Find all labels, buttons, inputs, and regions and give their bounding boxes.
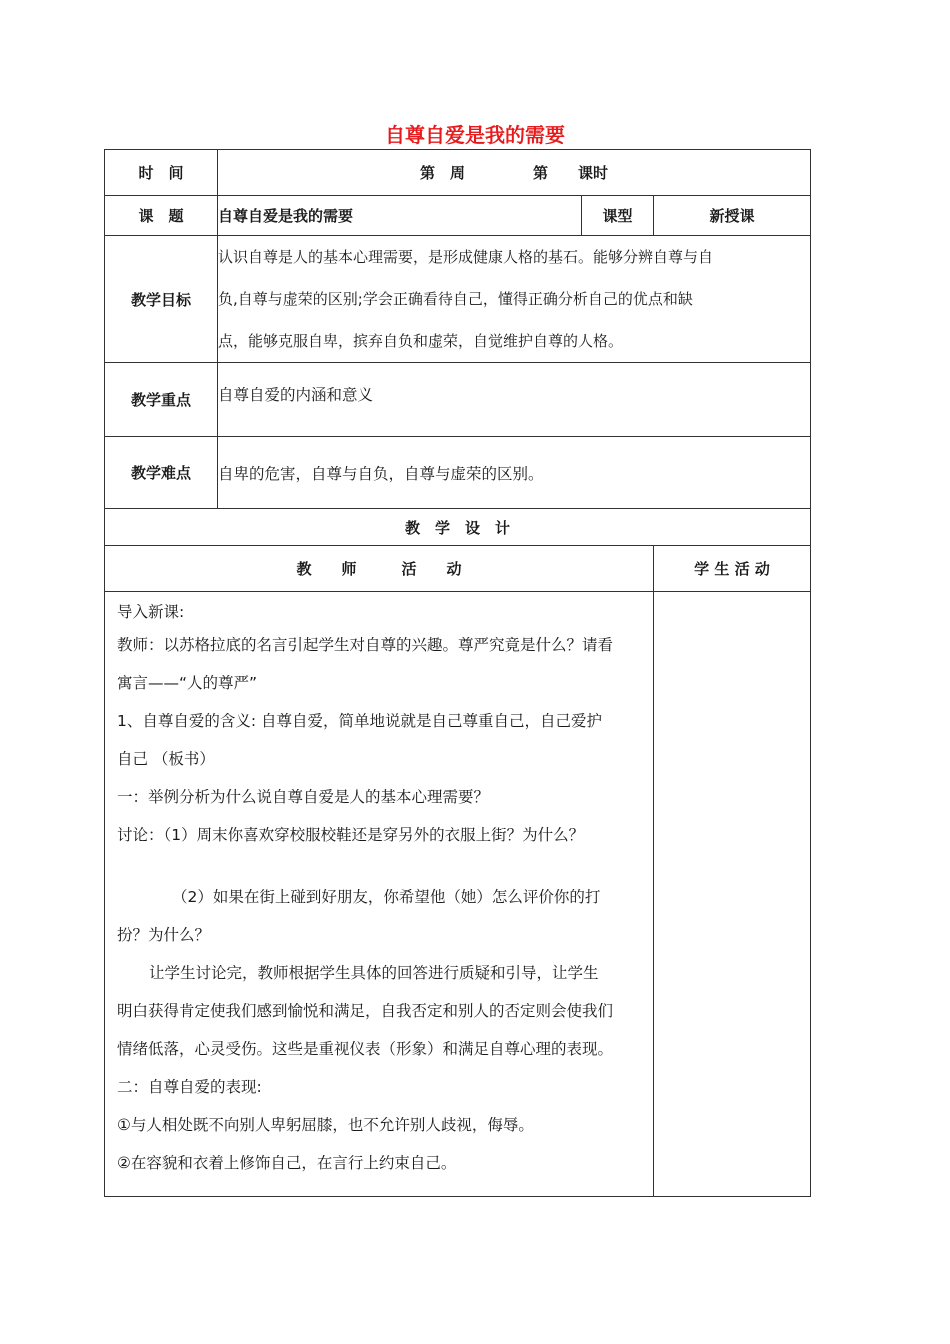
activity-line: 寓言——“人的尊严”: [117, 674, 258, 692]
topic-label: 课 题: [105, 196, 218, 236]
activity-line: 明白获得肯定使我们感到愉悦和满足，自我否定和别人的否定则会使我们: [117, 1002, 614, 1020]
goal-line: 认识自尊是人的基本心理需要，是形成健康人格的基石。能够分辨自尊与自: [218, 248, 714, 266]
activity-line: 情绪低落，心灵受伤。这些是重视仪表（形象）和满足自尊心理的表现。: [117, 1040, 614, 1058]
key-point-label: 教学重点: [105, 363, 218, 437]
activity-line: 一：举例分析为什么说自尊自爱是人的基本心理需要？: [117, 788, 490, 806]
goal-content: [218, 236, 811, 363]
activity-line: 二：自尊自爱的表现:: [117, 1078, 262, 1096]
activity-line: 让学生讨论完，教师根据学生具体的回答进行质疑和引导，让学生: [149, 964, 599, 982]
key-point-row: [105, 363, 811, 437]
goal-label: 教学目标: [105, 236, 218, 363]
time-label: 时 间: [105, 150, 218, 196]
activity-line: ②在容貌和衣着上修饰自己，在言行上约束自己。: [117, 1154, 457, 1172]
document-title: 自尊自爱是我的需要: [385, 123, 565, 147]
design-header-row: [105, 509, 811, 546]
time-value: [218, 150, 811, 196]
lesson-label: 第 课时: [533, 164, 609, 182]
difficulty-label: 教学难点: [105, 437, 218, 509]
teacher-activity-content: [105, 592, 654, 1197]
activity-body-row: [105, 592, 811, 1197]
topic-value: 自尊自爱是我的需要: [218, 196, 582, 236]
week-label: 第 周: [420, 164, 466, 182]
teacher-activity-header: 教 师 活 动: [105, 546, 654, 592]
goal-line: 负,自尊与虚荣的区别;学会正确看待自己，懂得正确分析自己的优点和缺: [218, 290, 693, 308]
student-activity-header: 学 生 活 动: [654, 546, 811, 592]
activity-line: 自己 （板书）: [117, 750, 215, 768]
activity-line: ①与人相处既不向别人卑躬屈膝，也不允许别人歧视，侮辱。: [117, 1116, 534, 1134]
activity-line: 1、自尊自爱的含义: 自尊自爱，简单地说就是自己尊重自己，自己爱护: [117, 712, 603, 730]
activity-line: 导入新课:: [117, 603, 185, 621]
activity-header-row: [105, 546, 811, 592]
design-header: 教 学 设 计: [105, 509, 811, 546]
activity-line: （2）如果在街上碰到好朋友，你希望他（她）怎么评价你的打: [172, 888, 601, 906]
activity-line: 扮？为什么？: [117, 926, 211, 944]
topic-row: [105, 196, 811, 236]
activity-line: 教师：以苏格拉底的名言引起学生对自尊的兴趣。尊严究竟是什么？请看: [117, 636, 614, 654]
goal-row: [105, 236, 811, 363]
time-row: [105, 150, 811, 196]
goal-line: 点，能够克服自卑，摈弃自负和虚荣，自觉维护自尊的人格。: [218, 332, 624, 350]
difficulty-row: [105, 437, 811, 509]
lesson-type-label: 课型: [582, 196, 654, 236]
student-activity-content: [654, 592, 811, 1197]
lesson-plan-table: [104, 149, 811, 1197]
activity-line: 讨论：（1）周末你喜欢穿校服校鞋还是穿另外的衣服上街？为什么？: [117, 826, 585, 844]
difficulty-value: 自卑的危害，自尊与自负，自尊与虚荣的区别。: [218, 437, 811, 509]
lesson-type-value: 新授课: [654, 196, 811, 236]
key-point-value: 自尊自爱的内涵和意义: [218, 363, 811, 437]
